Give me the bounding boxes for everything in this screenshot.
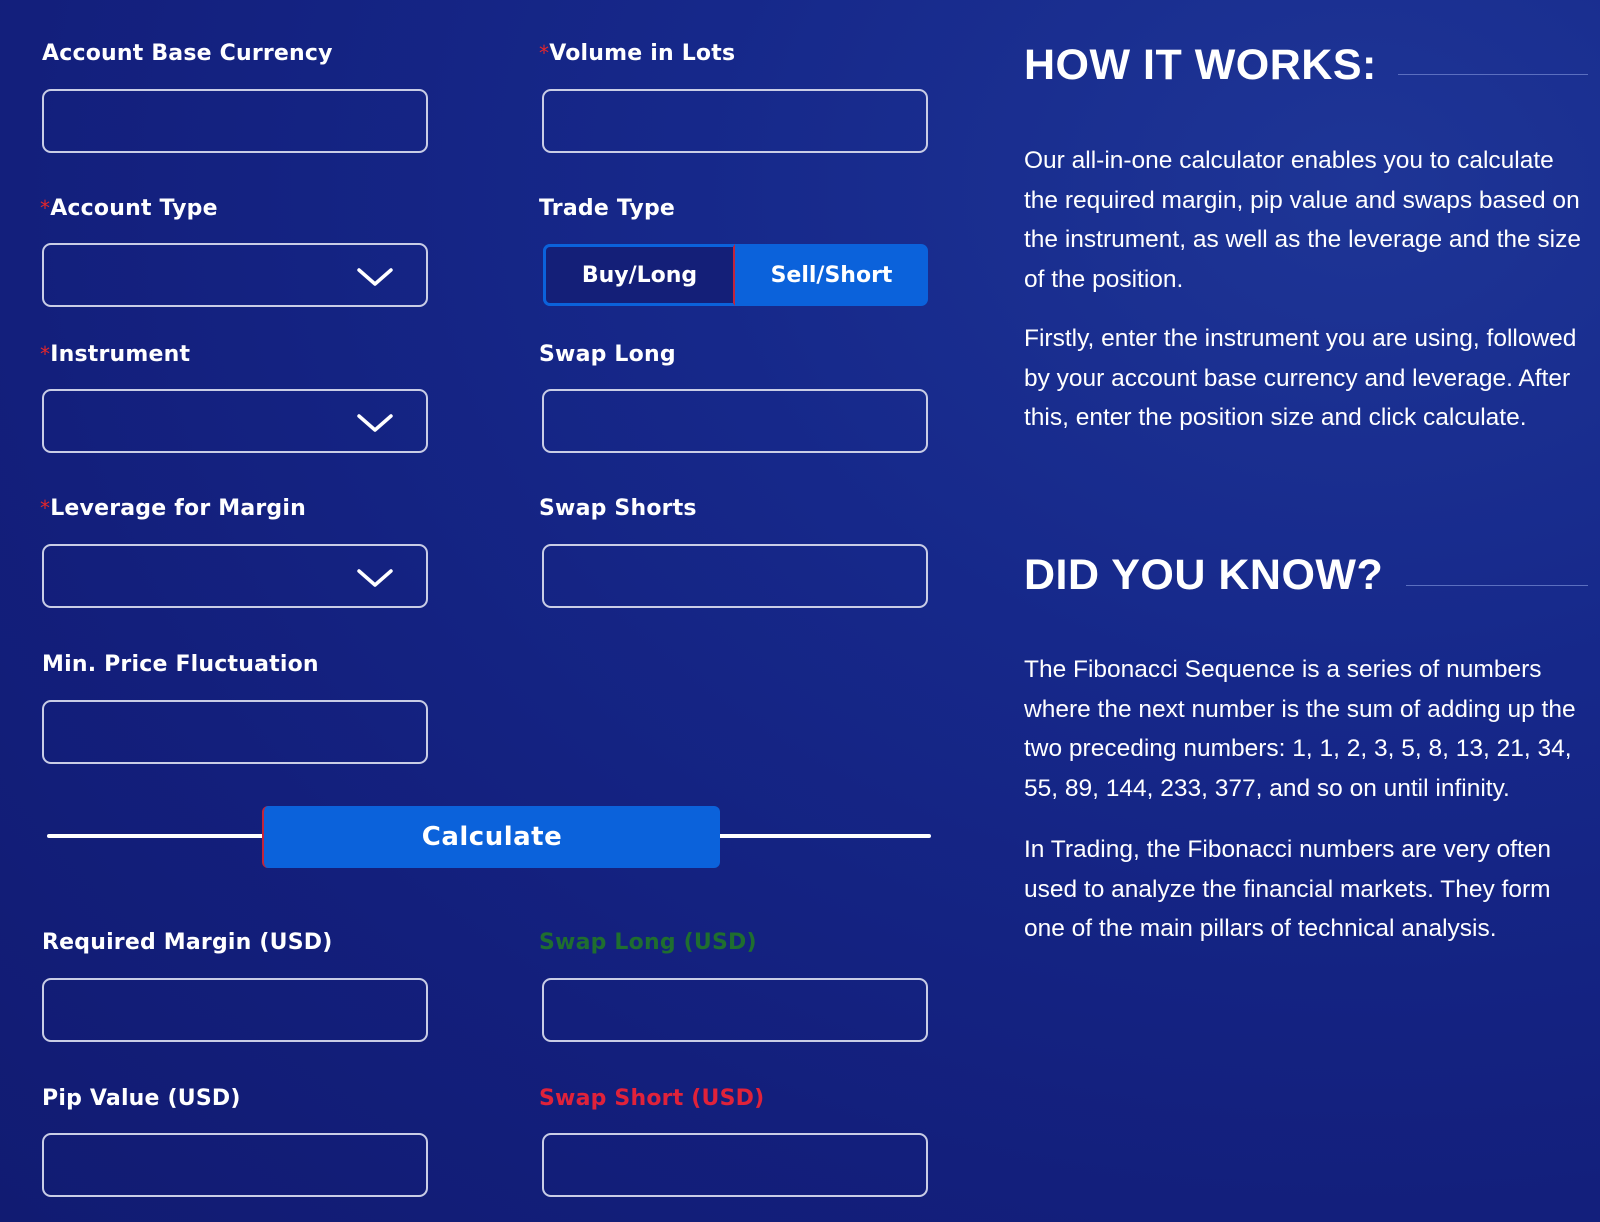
- volume-in-lots-label: *Volume in Lots: [539, 41, 736, 66]
- swap-long-label: Swap Long: [539, 342, 676, 367]
- required-margin-output[interactable]: [42, 978, 428, 1042]
- heading-divider: [1398, 74, 1588, 75]
- swap-short-usd-output[interactable]: [542, 1133, 928, 1197]
- pip-value-label: Pip Value (USD): [42, 1086, 241, 1111]
- required-marker: *: [40, 196, 51, 220]
- swap-long-usd-output[interactable]: [542, 978, 928, 1042]
- required-marker: *: [539, 41, 550, 65]
- min-price-fluctuation-input[interactable]: [42, 700, 428, 764]
- did-you-know-heading: DID YOU KNOW?: [1024, 551, 1384, 599]
- sell-short-option[interactable]: Sell/Short: [770, 262, 893, 288]
- swap-long-usd-label: Swap Long (USD): [539, 930, 757, 955]
- buy-long-option[interactable]: Buy/Long: [543, 244, 735, 306]
- required-marker: *: [40, 496, 51, 520]
- trade-type-label: Trade Type: [539, 196, 676, 221]
- leverage-for-margin-label: *Leverage for Margin: [40, 496, 306, 521]
- account-type-select[interactable]: [42, 243, 428, 307]
- instrument-label: *Instrument: [40, 342, 191, 367]
- volume-in-lots-input[interactable]: [542, 89, 928, 153]
- swap-shorts-input[interactable]: [542, 544, 928, 608]
- min-price-fluctuation-label: Min. Price Fluctuation: [42, 652, 319, 677]
- leverage-for-margin-select[interactable]: [42, 544, 428, 608]
- required-margin-label: Required Margin (USD): [42, 930, 333, 955]
- how-it-works-heading: HOW IT WORKS:: [1024, 41, 1377, 89]
- chevron-down-icon: [356, 568, 394, 588]
- swap-short-usd-label: Swap Short (USD): [539, 1086, 765, 1111]
- did-you-know-paragraph-1: The Fibonacci Sequence is a series of numbers where the next number is the sum of adding up the two preceding numbers: 1, 1, 2, 3, 5, 8, 13, 21, 34, 55, 89, 144, 233, 377, and so on until infinity.: [1024, 656, 1576, 802]
- swap-shorts-label: Swap Shorts: [539, 496, 697, 521]
- required-marker: *: [40, 342, 51, 366]
- instrument-select[interactable]: [42, 389, 428, 453]
- pip-value-output[interactable]: [42, 1133, 428, 1197]
- trade-type-toggle: [543, 244, 928, 306]
- chevron-down-icon: [356, 267, 394, 287]
- account-base-currency-input[interactable]: [42, 89, 428, 153]
- account-type-label: *Account Type: [40, 196, 218, 221]
- how-it-works-paragraph-1: Our all-in-one calculator enables you to calculate the required margin, pip value and swaps based on the instrument, as well as the leverage and the size of the position.: [1024, 147, 1582, 293]
- calculate-button[interactable]: Calculate: [262, 806, 720, 868]
- heading-divider: [1406, 585, 1588, 586]
- chevron-down-icon: [356, 413, 394, 433]
- did-you-know-paragraph-2: In Trading, the Fibonacci numbers are very often used to analyze the financial markets. They form one of the main pillars of technical analysis.: [1024, 836, 1552, 942]
- swap-long-input[interactable]: [542, 389, 928, 453]
- account-base-currency-label: Account Base Currency: [42, 41, 333, 66]
- how-it-works-paragraph-2: Firstly, enter the instrument you are using, followed by your account base currency and leverage. After this, enter the position size and click calculate.: [1024, 325, 1577, 431]
